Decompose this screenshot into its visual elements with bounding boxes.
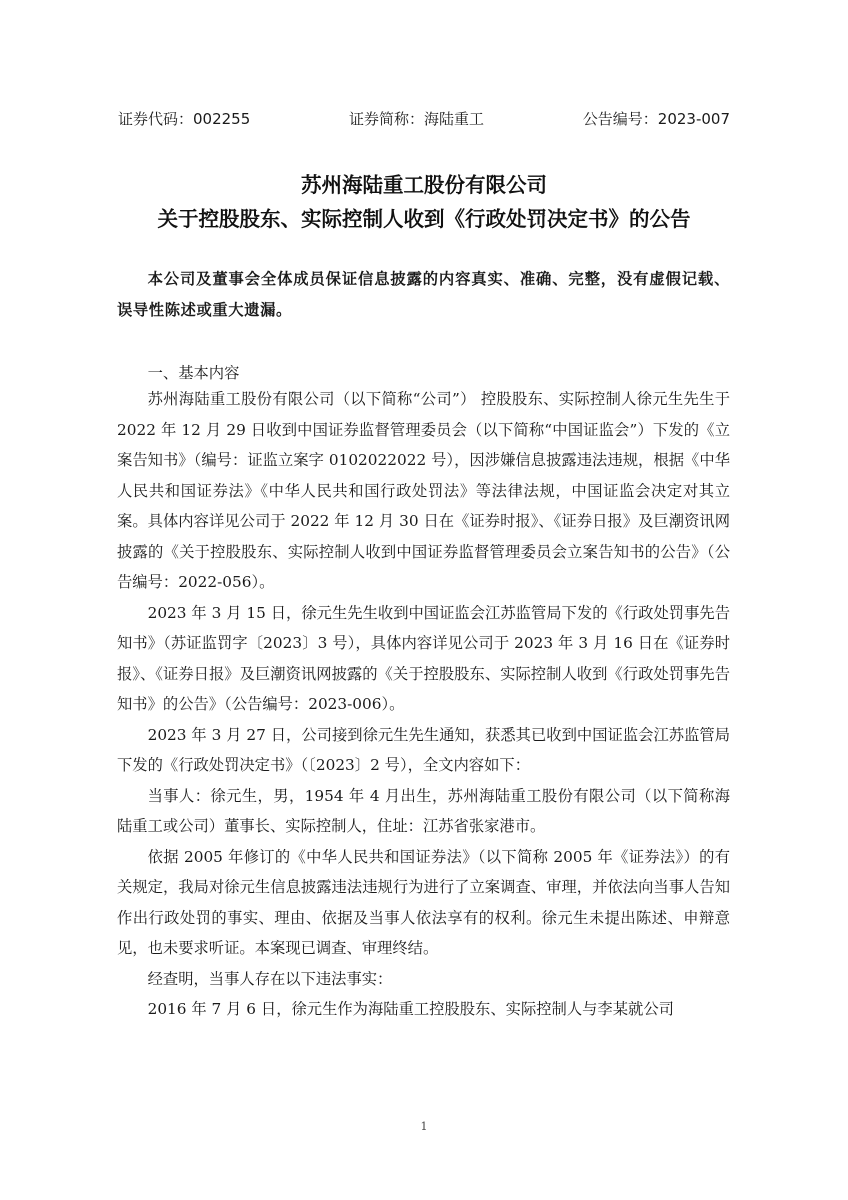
paragraph: 苏州海陆重工股份有限公司（以下简称“公司”） 控股股东、实际控制人徐元生先生于 2022 年 12 月 29 日收到中国证券监督管理委员会（以下简称“中国证监会”）下发的《立案告知书》（编号：证监立案字 0102022022 号），因涉嫌信息披露违法违规，根据《中华人民共和国证券法》《中华人民共和国行政处罚法》等法律法规，中国证监会决定对其立案。具体内容详见公司于 2022 年 12 月 30 日在《证券时报》、《证券日报》及巨潮资讯网披露的《关于控股股东、实际控制人收到中国证券监督管理委员会立案告知书的公告》（公告编号：2022-056）。: [117, 390, 730, 591]
section-heading-text: 一、基本内容: [147, 364, 240, 382]
paragraph: 2023 年 3 月 27 日，公司接到徐元生先生通知，获悉其已收到中国证监会江苏监管局下发的《行政处罚决定书》（〔2023〕2 号），全文内容如下：: [117, 725, 730, 774]
stock-code: 证券代码：002255: [118, 110, 251, 128]
stock-name: 证券简称：海陆重工: [349, 110, 485, 128]
paragraph: 经查明，当事人存在以下违法事实：: [147, 969, 393, 988]
main-body: [117, 384, 730, 1025]
paragraph: 2023 年 3 月 15 日，徐元生先生收到中国证监会江苏监管局下发的《行政处罚事先告知书》（苏证监罚字〔2023〕3 号），具体内容详见公司于 2023 年 3 月 16 日在《证券时报》、《证券日报》及巨潮资讯网披露的《关于控股股东、实际控制人收到《行政处罚事先告知书》的公告》（公告编号：2023-006）。: [117, 603, 730, 713]
document-header: [118, 108, 730, 129]
paragraph: 当事人：徐元生，男，1954 年 4 月出生，苏州海陆重工股份有限公司（以下简称海陆重工或公司）董事长、实际控制人，住址：江苏省张家港市。: [117, 786, 730, 835]
announcement-number: 公告编号：2023-007: [582, 110, 730, 128]
paragraph: 依据 2005 年修订的《中华人民共和国证券法》（以下简称 2005 年《证券法》）的有关规定，我局对徐元生信息披露违法违规行为进行了立案调查、审理，并依法向当事人告知作出行政处罚的事实、理由、依据及当事人依法享有的权利。徐元生未提出陈述、申辩意见，也未要求听证。本案现已调查、审理终结。: [117, 847, 730, 957]
announcement-title: 关于控股股东、实际控制人收到《行政处罚决定书》的公告: [157, 207, 691, 231]
declaration-text: 本公司及董事会全体成员保证信息披露的内容真实、准确、完整，没有虚假记载、误导性陈述或重大遗漏。: [117, 270, 730, 319]
declaration: [117, 264, 730, 325]
company-title: 苏州海陆重工股份有限公司: [301, 173, 547, 197]
page-number: 1: [420, 1120, 428, 1133]
paragraph: 2016 年 7 月 6 日，徐元生作为海陆重工控股股东、实际控制人与李某就公司: [147, 1000, 674, 1018]
